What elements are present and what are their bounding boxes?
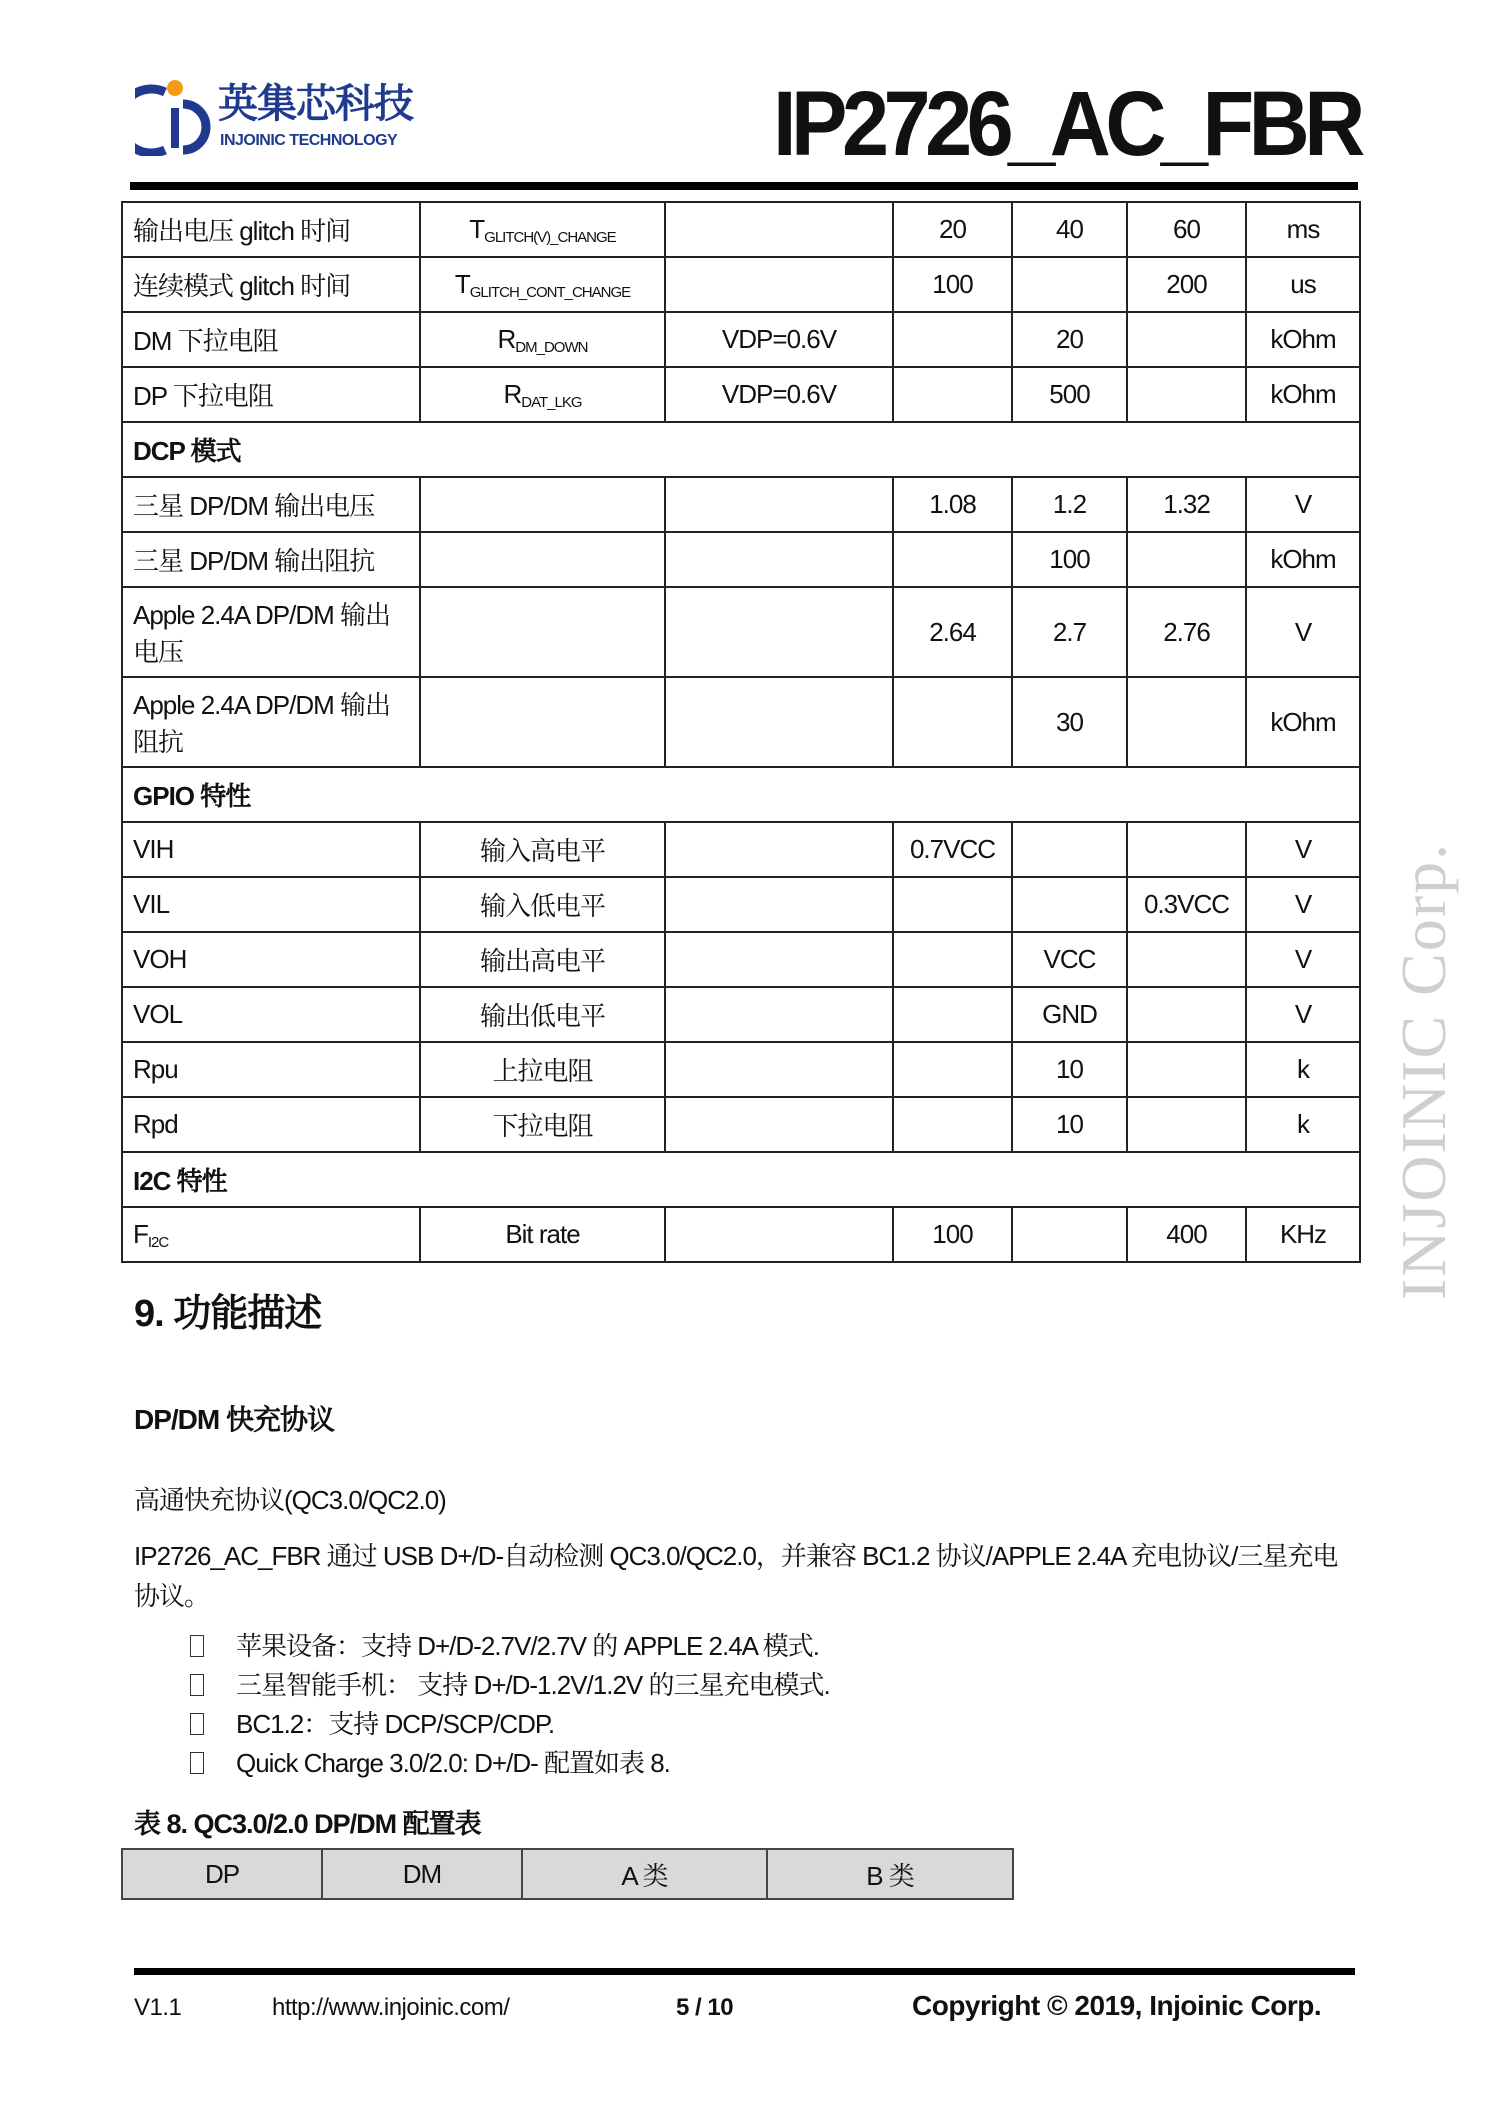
max-value: 400 <box>1127 1207 1246 1262</box>
min-value: 1.08 <box>893 477 1012 532</box>
symbol-text: T <box>454 268 470 299</box>
symbol-text: R <box>497 323 516 354</box>
bullet-text: BC1.2：支持 DCP/SCP/CDP. <box>236 1709 555 1739</box>
typ-value: 20 <box>1012 312 1127 367</box>
symbol-text: R <box>503 378 522 409</box>
max-value: 1.32 <box>1127 477 1246 532</box>
typ-value: 100 <box>1012 532 1127 587</box>
condition: VDP=0.6V <box>665 367 893 422</box>
symbol-subscript: GLITCH_CONT_CHANGE <box>469 283 631 301</box>
column-header: B 类 <box>767 1849 1013 1899</box>
table-row <box>122 1042 1360 1097</box>
typ-value: 40 <box>1012 202 1127 257</box>
parameter-name <box>122 877 420 932</box>
max-value: 0.3VCC <box>1127 877 1246 932</box>
subsection-heading: DP/DM 快充协议 <box>134 1404 335 1435</box>
parameter-text: 三星 DP/DM 输出电压 <box>133 491 375 521</box>
table-row <box>122 677 1360 767</box>
typ-value: VCC <box>1012 932 1127 987</box>
parameter-name <box>122 532 420 587</box>
min-value: 100 <box>893 1207 1012 1262</box>
parameter-name <box>122 587 420 677</box>
parameter-text: DM 下拉电阻 <box>133 326 278 356</box>
column-header: DM <box>322 1849 522 1899</box>
condition <box>665 202 893 257</box>
condition <box>665 987 893 1042</box>
parameter-subscript: I2C <box>147 1233 169 1251</box>
parameter-name <box>122 477 420 532</box>
symbol <box>420 677 665 767</box>
table-row <box>122 202 1360 257</box>
unit: V <box>1246 932 1360 987</box>
min-value <box>893 367 1012 422</box>
typ-value: 10 <box>1012 1097 1127 1152</box>
condition <box>665 532 893 587</box>
footer-url[interactable]: http://www.injoinic.com/ <box>272 1994 510 2021</box>
condition <box>665 1097 893 1152</box>
unit: V <box>1246 477 1360 532</box>
symbol <box>420 1097 665 1152</box>
parameter-text: DP 下拉电阻 <box>133 381 273 411</box>
qc-config-table <box>121 1848 1014 1900</box>
table-row <box>122 987 1360 1042</box>
max-value <box>1127 1042 1246 1097</box>
table-header-row <box>122 1849 1013 1899</box>
max-value <box>1127 987 1246 1042</box>
symbol <box>420 367 665 422</box>
typ-value: 1.2 <box>1012 477 1127 532</box>
parameter-name <box>122 257 420 312</box>
column-header: DP <box>122 1849 322 1899</box>
max-value <box>1127 677 1246 767</box>
max-value <box>1127 367 1246 422</box>
symbol <box>420 312 665 367</box>
parameter-name <box>122 822 420 877</box>
parameter-name <box>122 677 420 767</box>
unit: V <box>1246 877 1360 932</box>
symbol <box>420 822 665 877</box>
table-caption: 表 8. QC3.0/2.0 DP/DM 配置表 <box>134 1809 481 1839</box>
footer-page-number: 5 / 10 <box>676 1994 734 2021</box>
parameter-text: VIH <box>133 834 174 864</box>
min-value: 100 <box>893 257 1012 312</box>
table-row <box>122 822 1360 877</box>
unit: kOhm <box>1246 677 1360 767</box>
max-value <box>1127 1097 1246 1152</box>
table-row <box>122 312 1360 367</box>
max-value <box>1127 932 1246 987</box>
table-row <box>122 532 1360 587</box>
min-value <box>893 312 1012 367</box>
section-title: I2C 特性 <box>122 1152 1360 1207</box>
parameter-name <box>122 1042 420 1097</box>
unit: ms <box>1246 202 1360 257</box>
typ-value: 2.7 <box>1012 587 1127 677</box>
min-value <box>893 1042 1012 1097</box>
symbol <box>420 532 665 587</box>
parameter-name <box>122 202 420 257</box>
symbol <box>420 1042 665 1097</box>
min-value: 2.64 <box>893 587 1012 677</box>
logo-chinese-name: 英集芯科技 <box>218 82 413 126</box>
parameter-text: 输出电压 glitch 时间 <box>133 216 351 246</box>
condition <box>665 932 893 987</box>
table-row <box>122 1207 1360 1262</box>
max-value <box>1127 312 1246 367</box>
symbol-subscript: DAT_LKG <box>521 393 582 411</box>
parameter-text: 连续模式 glitch 时间 <box>133 271 351 301</box>
condition <box>665 877 893 932</box>
parameter-text: Apple 2.4A DP/DM 输出电压 <box>133 600 390 667</box>
parameter-text: 三星 DP/DM 输出阻抗 <box>133 546 375 576</box>
min-value <box>893 532 1012 587</box>
footer-copyright: Copyright © 2019, Injoinic Corp. <box>912 1990 1322 2021</box>
max-value: 60 <box>1127 202 1246 257</box>
condition: VDP=0.6V <box>665 312 893 367</box>
min-value <box>893 877 1012 932</box>
typ-value: 500 <box>1012 367 1127 422</box>
typ-value: 30 <box>1012 677 1127 767</box>
symbol-text: 上拉电阻 <box>492 1056 593 1086</box>
document-title: IP2726_AC_FBR <box>773 73 1360 175</box>
parameter-text: VOL <box>133 999 183 1029</box>
table-section-row <box>122 1152 1360 1207</box>
max-value: 200 <box>1127 257 1246 312</box>
symbol <box>420 587 665 677</box>
footer-version: V1.1 <box>134 1994 182 2021</box>
parameter-text: Rpd <box>133 1109 178 1139</box>
symbol-text: 输出低电平 <box>479 1001 605 1031</box>
symbol <box>420 1207 665 1262</box>
typ-value <box>1012 877 1127 932</box>
parameter-text: F <box>133 1218 148 1249</box>
condition <box>665 257 893 312</box>
table-row <box>122 367 1360 422</box>
symbol-text: 输入高电平 <box>479 836 605 866</box>
parameter-name <box>122 367 420 422</box>
parameter-text: Rpu <box>133 1054 178 1084</box>
min-value <box>893 987 1012 1042</box>
table-section-row <box>122 767 1360 822</box>
section-heading: 9. 功能描述 <box>134 1293 322 1335</box>
symbol <box>420 987 665 1042</box>
symbol-subscript: DM_DOWN <box>515 338 588 356</box>
table-row <box>122 1097 1360 1152</box>
header-rule <box>130 182 1358 190</box>
unit: V <box>1246 822 1360 877</box>
section-title: GPIO 特性 <box>122 767 1360 822</box>
parameter-name <box>122 1207 420 1262</box>
unit: kOhm <box>1246 367 1360 422</box>
typ-value: 10 <box>1012 1042 1127 1097</box>
unit: k <box>1246 1097 1360 1152</box>
symbol <box>420 877 665 932</box>
symbol <box>420 257 665 312</box>
bullet-box-icon <box>190 1713 204 1735</box>
bullet-text: 苹果设备：支持 D+/D-2.7V/2.7V 的 APPLE 2.4A 模式. <box>236 1631 820 1661</box>
symbol <box>420 477 665 532</box>
watermark: INJOINIC Corp. <box>1388 841 1459 1300</box>
unit: V <box>1246 587 1360 677</box>
unit: kOhm <box>1246 532 1360 587</box>
parameter-text: Apple 2.4A DP/DM 输出阻抗 <box>133 690 390 757</box>
condition <box>665 1042 893 1097</box>
min-value <box>893 677 1012 767</box>
bullet-box-icon <box>190 1635 204 1657</box>
bullet-box-icon <box>190 1674 204 1696</box>
bullet-text: 三星智能手机： 支持 D+/D-1.2V/1.2V 的三星充电模式. <box>236 1670 830 1700</box>
bullet-box-icon <box>190 1752 204 1774</box>
bullet-item <box>190 1743 670 1780</box>
symbol-text: T <box>469 213 485 244</box>
typ-value: GND <box>1012 987 1127 1042</box>
unit: KHz <box>1246 1207 1360 1262</box>
symbol-text: Bit rate <box>505 1219 580 1249</box>
condition <box>665 587 893 677</box>
unit: k <box>1246 1042 1360 1097</box>
symbol-text: 输出高电平 <box>479 946 605 976</box>
symbol <box>420 202 665 257</box>
symbol-text: 输入低电平 <box>479 891 605 921</box>
table-section-row <box>122 422 1360 477</box>
table-row <box>122 477 1360 532</box>
symbol-text: 下拉电阻 <box>492 1111 593 1141</box>
condition <box>665 822 893 877</box>
parameter-name <box>122 312 420 367</box>
bullet-item <box>190 1704 554 1741</box>
table-row <box>122 932 1360 987</box>
condition <box>665 1207 893 1262</box>
logo-english-name: INJOINIC TECHNOLOGY <box>220 132 398 149</box>
bullet-text: Quick Charge 3.0/2.0: D+/D- 配置如表 8. <box>236 1748 670 1778</box>
description-paragraph: IP2726_AC_FBR 通过 USB D+/D-自动检测 QC3.0/QC2.0，并兼容 BC1.2 协议/APPLE 2.4A 充电协议/三星充电协议。 <box>134 1541 1338 1611</box>
electrical-spec-table <box>121 201 1361 1263</box>
footer-rule <box>134 1968 1355 1975</box>
column-header: A 类 <box>522 1849 767 1899</box>
typ-value <box>1012 1207 1127 1262</box>
max-value <box>1127 532 1246 587</box>
min-value: 0.7VCC <box>893 822 1012 877</box>
symbol <box>420 932 665 987</box>
parameter-name <box>122 987 420 1042</box>
unit: V <box>1246 987 1360 1042</box>
max-value <box>1127 822 1246 877</box>
protocol-heading: 高通快充协议(QC3.0/QC2.0) <box>134 1485 446 1515</box>
condition <box>665 477 893 532</box>
parameter-name <box>122 932 420 987</box>
max-value: 2.76 <box>1127 587 1246 677</box>
typ-value <box>1012 257 1127 312</box>
table-row <box>122 877 1360 932</box>
table-row <box>122 587 1360 677</box>
min-value <box>893 1097 1012 1152</box>
condition <box>665 677 893 767</box>
unit: us <box>1246 257 1360 312</box>
unit: kOhm <box>1246 312 1360 367</box>
typ-value <box>1012 822 1127 877</box>
parameter-text: VOH <box>133 944 187 974</box>
symbol-subscript: GLITCH(V)_CHANGE <box>484 228 616 246</box>
section-title: DCP 模式 <box>122 422 1360 477</box>
parameter-name <box>122 1097 420 1152</box>
min-value: 20 <box>893 202 1012 257</box>
table-row <box>122 257 1360 312</box>
bullet-item <box>190 1665 830 1702</box>
bullet-item <box>190 1626 819 1663</box>
min-value <box>893 932 1012 987</box>
parameter-text: VIL <box>133 889 170 919</box>
